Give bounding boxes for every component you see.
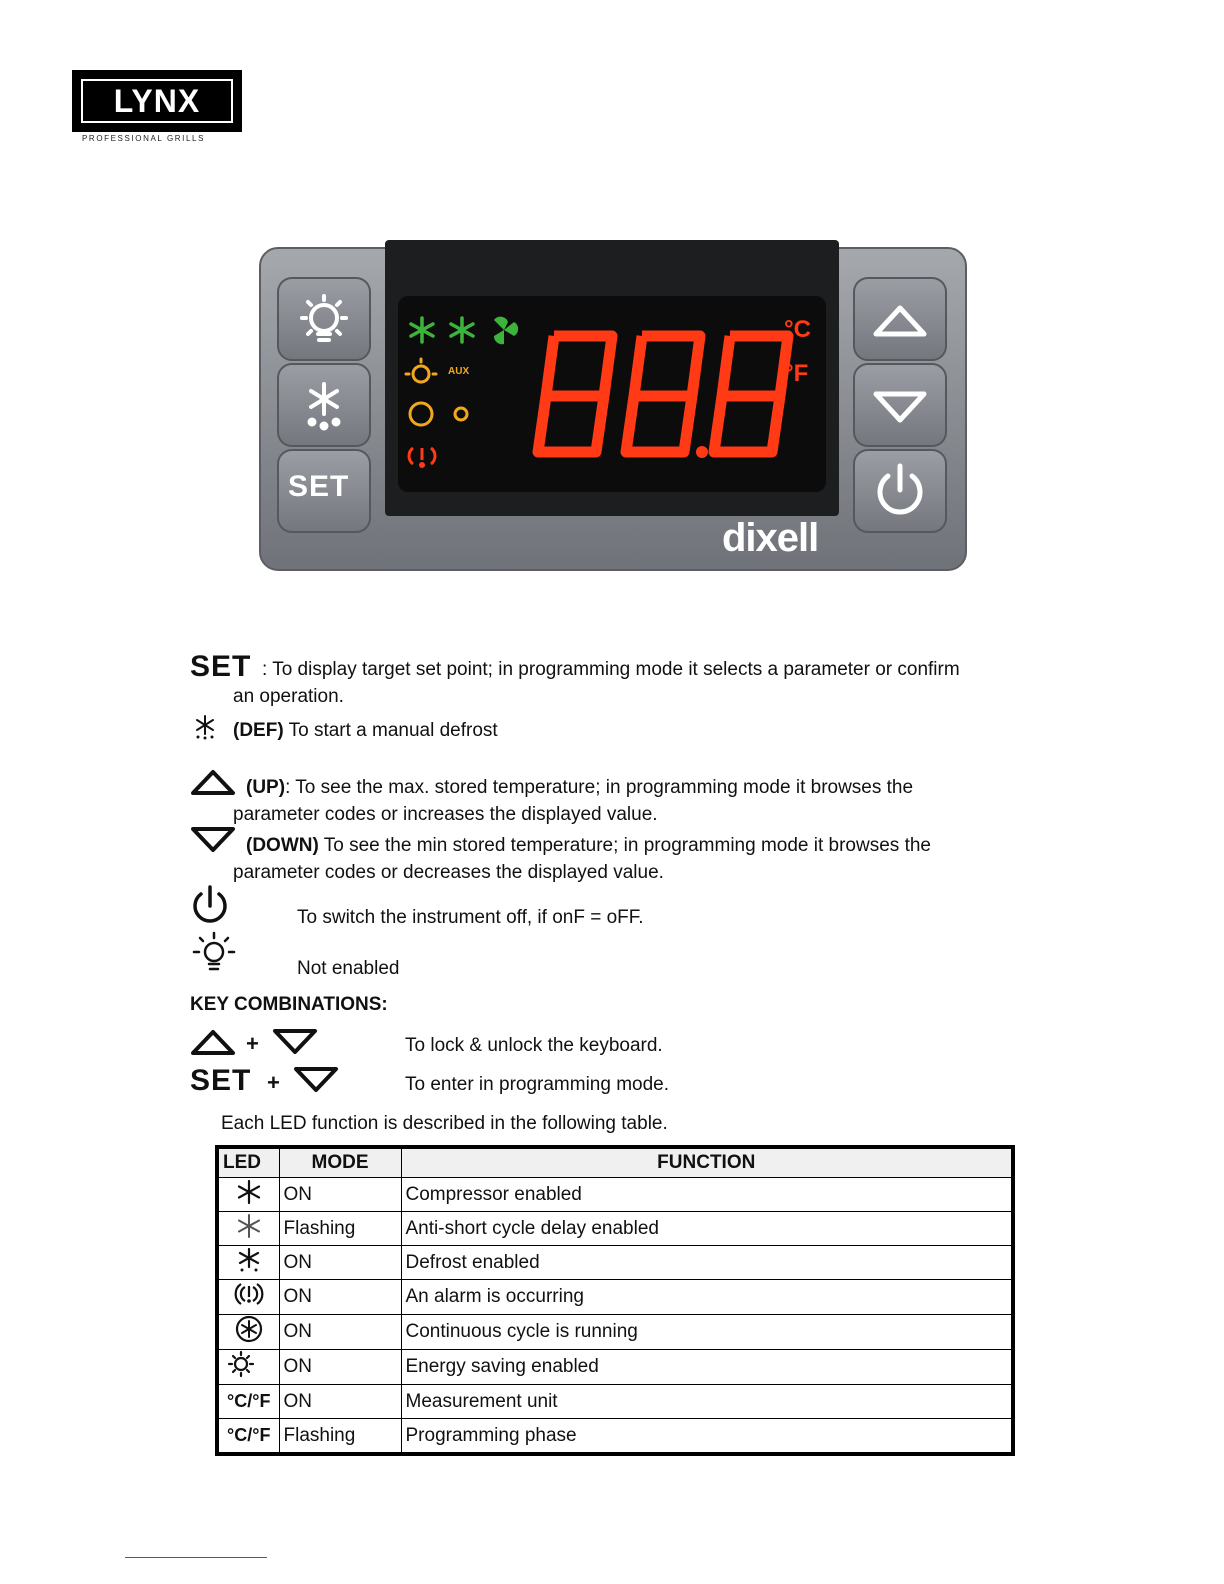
- defrost-icon: [192, 714, 218, 740]
- row-mode: ON: [279, 1246, 401, 1280]
- up-arrow-icon: [190, 1028, 236, 1056]
- key-combinations-heading: KEY COMBINATIONS:: [190, 994, 388, 1015]
- defrost-icon: [236, 1247, 262, 1273]
- up-key-line: [246, 774, 970, 801]
- combo-plus: +: [246, 1031, 259, 1056]
- energy-saving-icon: [227, 1350, 271, 1378]
- down-arrow-icon: [272, 1028, 318, 1056]
- table-row: [217, 1178, 1013, 1212]
- table-row: [217, 1212, 1013, 1246]
- snowflake-icon: [236, 1179, 262, 1205]
- down-key-description: To see the min stored temperature; in programming mode it browses the: [318, 835, 931, 856]
- table-row: [217, 1385, 1013, 1419]
- row-function: Measurement unit: [401, 1385, 1013, 1419]
- logo-tagline: PROFESSIONAL GRILLS: [82, 134, 206, 143]
- row-unit: °C/°F: [217, 1385, 279, 1419]
- table-header-row: [217, 1147, 1013, 1178]
- power-key-description: To switch the instrument off, if onF = oFF.: [297, 907, 644, 928]
- light-bulb-icon: [190, 930, 238, 976]
- up-key-description-cont: parameter codes or increases the displayed value.: [233, 804, 658, 825]
- table-row: [217, 1280, 1013, 1315]
- def-key-description: To start a manual defrost: [283, 720, 498, 741]
- row-function: Compressor enabled: [401, 1178, 1013, 1212]
- header-function: FUNCTION: [401, 1147, 1013, 1178]
- combo-lock-description: To lock & unlock the keyboard.: [405, 1035, 663, 1056]
- def-key-line: [233, 717, 498, 744]
- set-key-word: SET: [190, 650, 252, 683]
- combo-program-description: To enter in programming mode.: [405, 1074, 670, 1095]
- up-key-label: (UP): [246, 777, 286, 798]
- row-function: Anti-short cycle delay enabled: [401, 1212, 1013, 1246]
- down-arrow-icon: [190, 826, 236, 854]
- row-mode: ON: [279, 1178, 401, 1212]
- snowflake-icon: [236, 1213, 262, 1239]
- table-row: [217, 1350, 1013, 1385]
- table-intro: Each LED function is described in the following table.: [221, 1113, 668, 1134]
- lynx-logo: [72, 70, 242, 132]
- table-row: [217, 1246, 1013, 1280]
- header-led: LED: [217, 1147, 279, 1178]
- table-row: [217, 1315, 1013, 1350]
- aux-led: AUX: [448, 366, 470, 377]
- light-key-description: Not enabled: [297, 958, 400, 979]
- row-mode: ON: [279, 1350, 401, 1385]
- def-key-label: (DEF): [233, 720, 284, 741]
- combo-plus: +: [267, 1070, 280, 1095]
- row-function: Energy saving enabled: [401, 1350, 1013, 1385]
- down-arrow-icon: [293, 1066, 339, 1094]
- row-mode: ON: [279, 1315, 401, 1350]
- row-function: Programming phase: [401, 1419, 1013, 1455]
- header-mode: MODE: [279, 1147, 401, 1178]
- power-icon: [190, 884, 230, 926]
- down-key-line: [246, 832, 970, 859]
- logo-brand: LYNX: [113, 82, 201, 119]
- dixell-controller: [258, 238, 970, 576]
- row-function: Defrost enabled: [401, 1246, 1013, 1280]
- set-key-description: : To display target set point; in programming mode it selects a parameter or confirm: [262, 659, 960, 680]
- row-mode: Flashing: [279, 1212, 401, 1246]
- celsius-led: °C: [784, 316, 811, 343]
- combo-set-word: SET: [190, 1064, 252, 1097]
- led-function-table: [215, 1145, 1015, 1456]
- footer-link-underline: [125, 1557, 267, 1558]
- alarm-icon: [233, 1280, 265, 1308]
- row-mode: Flashing: [279, 1419, 401, 1455]
- continuous-cycle-icon: [233, 1315, 265, 1343]
- logo-frame: [81, 79, 233, 123]
- dixell-brand: dixell: [722, 516, 819, 560]
- row-function: Continuous cycle is running: [401, 1315, 1013, 1350]
- row-unit: °C/°F: [217, 1419, 279, 1455]
- up-arrow-icon: [190, 768, 236, 796]
- table-row: [217, 1419, 1013, 1455]
- set-key-label: SET: [288, 470, 350, 503]
- down-key-description-cont: parameter codes or decreases the displayed value.: [233, 862, 664, 883]
- row-mode: ON: [279, 1385, 401, 1419]
- down-key-label: (DOWN): [246, 835, 319, 856]
- row-mode: ON: [279, 1280, 401, 1315]
- row-function: An alarm is occurring: [401, 1280, 1013, 1315]
- set-key-description-cont: an operation.: [233, 686, 344, 707]
- up-key-description: : To see the max. stored temperature; in programming mode it browses the: [285, 777, 914, 798]
- fahrenheit-led: °F: [784, 360, 809, 387]
